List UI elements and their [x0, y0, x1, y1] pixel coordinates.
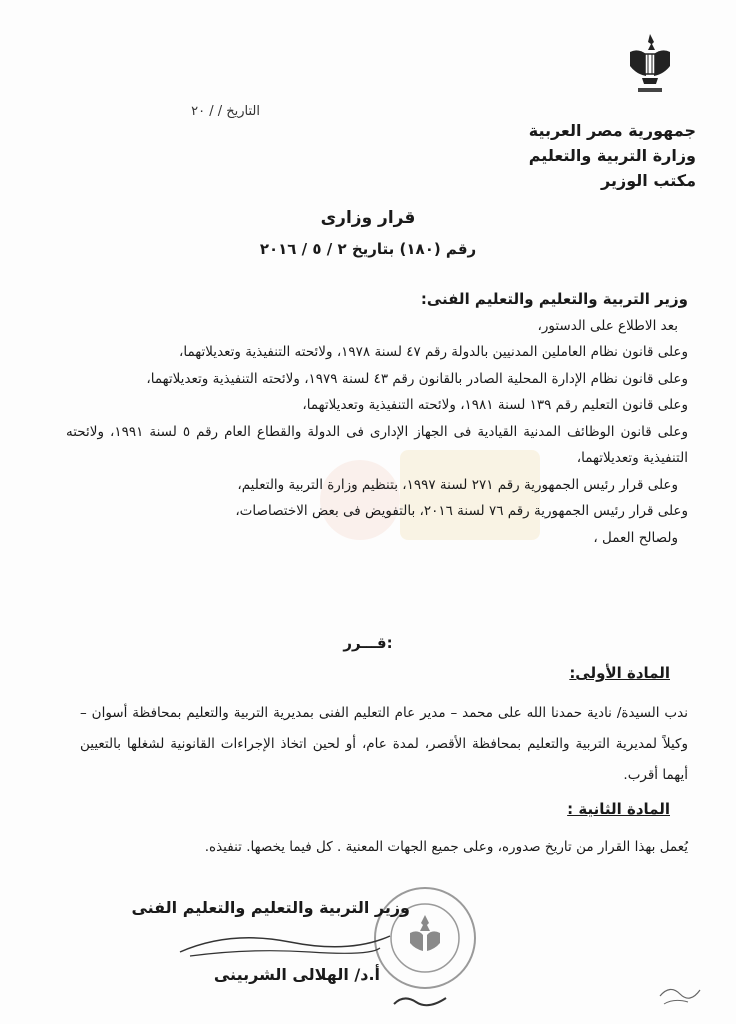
corner-handwritten-mark: [654, 978, 704, 1008]
preamble-line: وعلى قانون نظام الإدارة المحلية الصادر بالقانون رقم ٤٣ لسنة ١٩٧٩، ولائحته التنفيذية وتعديلاتهما،: [146, 370, 688, 387]
office-name: مكتب الوزير: [601, 171, 696, 190]
minister-heading: وزير التربية والتعليم والتعليم الفنى:: [420, 290, 688, 308]
preamble-line: ولصالح العمل ،: [593, 529, 678, 546]
preamble-line: وعلى قانون الوظائف المدنية القيادية فى الجهاز الإدارى فى الدولة والقطاع العام رقم ٥ لسنة ١٩٩١، ولائحته التنفيذية وتعديلاتهما،: [66, 423, 688, 466]
article-2-heading: المادة الثانية :: [567, 800, 670, 818]
decree-number: رقم (١٨٠) بتاريخ ٢ / ٥ / ٢٠١٦: [259, 240, 477, 258]
ministry-name: وزارة التربية والتعليم: [528, 146, 696, 165]
eagle-emblem-icon: [626, 30, 674, 96]
article-1-heading: المادة الأولى:: [569, 664, 670, 682]
document-title: قرار وزارى: [320, 208, 416, 228]
decides-heading: قـــرر:: [343, 634, 393, 652]
footer-mark: [390, 990, 450, 1010]
handwritten-signature: [170, 922, 400, 962]
article-2-text: [80, 832, 688, 863]
preamble-line: وعلى قانون التعليم رقم ١٣٩ لسنة ١٩٨١، ولائحته التنفيذية وتعديلاتهما،: [302, 397, 688, 413]
preamble-line: بعد الاطلاع على الدستور،: [537, 317, 678, 334]
signature-title: وزير التربية والتعليم والتعليم الفنى: [131, 898, 410, 917]
article-2-body: يُعمل بهذا القرار من تاريخ صدوره، وعلى جميع الجهات المعنية . كل فيما يخصها. تنفيذه.: [204, 839, 688, 855]
signature-name: أ.د/ الهلالى الشربينى: [213, 965, 380, 984]
article-1-body: ندب السيدة/ نادية حمدنا الله على محمد – مدير عام التعليم الفنى بمديرية التربية والتعليم بمحافظة أسوان – وكيلاً لمديرية التربية والتعليم بمحافظة الأقصر، لمدة عام، أو لحين اتخاذ الإجراءات القانونية لشغلها بالتعيين أيهما أقرب.: [80, 705, 688, 783]
article-1-text: [80, 698, 688, 791]
preamble-line: وعلى قانون نظام العاملين المدنيين بالدولة رقم ٤٧ لسنة ١٩٧٨، ولائحته التنفيذية وتعديلاتهما،: [179, 344, 688, 360]
preamble: [66, 286, 688, 551]
letterhead: [486, 118, 696, 193]
date-line: التاريخ / / ٢٠: [191, 104, 260, 119]
preamble-line: وعلى قرار رئيس الجمهورية رقم ٢٧١ لسنة ١٩٩٧، بتنظيم وزارة التربية والتعليم،: [237, 476, 678, 493]
preamble-line: وعلى قرار رئيس الجمهورية رقم ٧٦ لسنة ٢٠١٦، بالتفويض فى بعض الاختصاصات،: [235, 503, 688, 519]
country-name: جمهورية مصر العربية: [528, 121, 696, 140]
